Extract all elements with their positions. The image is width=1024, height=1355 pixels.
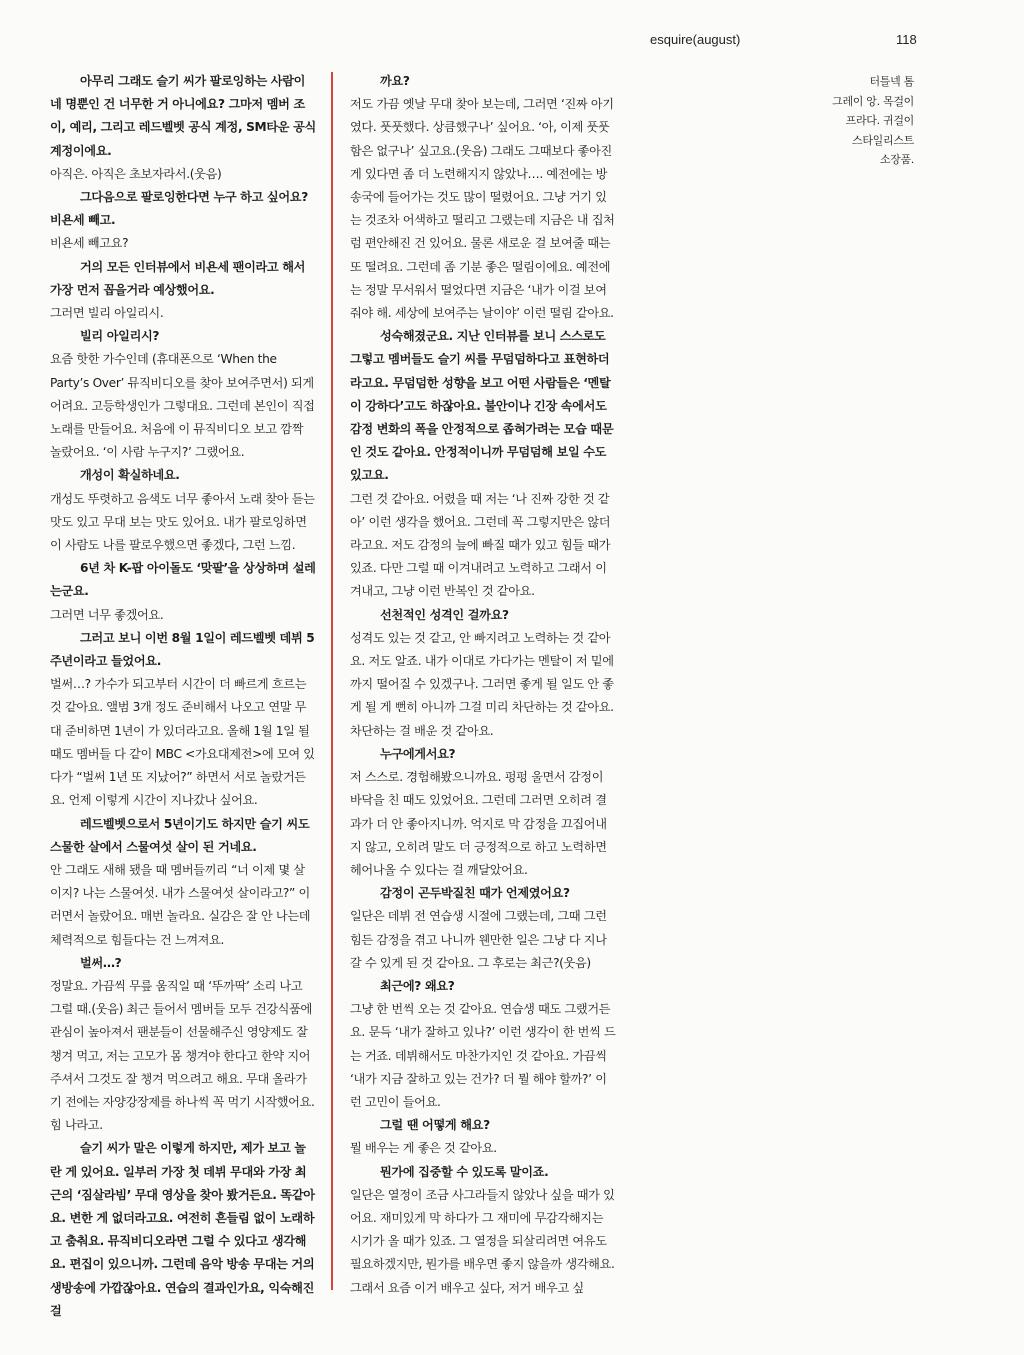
interview-question: 뭔가에 집중할 수 있도록 말이죠. — [380, 1164, 549, 1179]
interview-column-middle — [350, 70, 616, 1300]
interview-answer: 아직은. 아직은 초보자라서.(웃음) — [50, 166, 222, 181]
interview-answer: 비욘세 빼고요? — [50, 236, 129, 251]
interview-answer: 그러면 빌리 아일리시. — [50, 306, 164, 321]
interview-answer: 요즘 핫한 가수인데 (휴대폰으로 ‘When the Party’s Over’ 뮤직비디오를 찾아 보여주면서) 되게 어려요. 고등학생인가 그렇대요. 그런데 본인이 직접 노래를 만들어요. 처음에 이 뮤직비디오 보고 깜짝 놀랐어요. ‘이 사람 누구지?’ 그랬어요. — [50, 352, 315, 460]
interview-question: 거의 모든 인터뷰에서 비욘세 팬이라고 해서 가장 먼저 꼽을거라 예상했어요. — [50, 259, 306, 297]
interview-question: 개성이 확실하네요. — [80, 468, 180, 483]
interview-question: 그러고 보니 이번 8월 1일이 레드벨벳 데뷔 5주년이라고 들었어요. — [50, 630, 315, 669]
interview-column-left — [50, 70, 316, 1323]
interview-answer: 그런 것 같아요. 어렸을 때 저는 ‘나 진짜 강한 것 같아’ 이런 생각을 했어요. 그런데 꼭 그렇지만은 않더라고요. 저도 감정의 늪에 빠질 때가 있고 힘들 때가 있죠. 다만 그럴 때 이겨내려고 노력하고 그래서 이겨내고, 그냥 이런 반복인 것 같아요. — [350, 491, 611, 599]
interview-answer: 정말요. 가끔씩 무릎 움직일 때 ‘뚜까딱’ 소리 나고 그럴 때.(웃음) 최근 들어서 멤버들 모두 건강식품에 관심이 높아져서 팬분들이 선물해주신 영양제도 잘 챙겨 먹고, 저는 고모가 몸 챙겨야 한다고 한약 지어주셔서 그것도 잘 챙겨 먹으려고 해요. 무대 올라가기 전에는 자양강장제를 하나씩 꼭 먹기 시작했어요. 힘 나라고. — [50, 978, 315, 1133]
interview-answer: 벌써…? 가수가 되고부터 시간이 더 빠르게 흐르는 것 같아요. 앨범 3개 정도 준비해서 나오고 연말 무대 준비하면 1년이 가 있더라고요. 올해 1월 1일 될 때도 멤버들 다 같이 MBC <가요대제전>에 모여 있다가 “벌써 1년 또 지났어?” 하면서 서로 놀랐거든요. 언제 이렇게 시간이 지나갔나 싶어요. — [50, 677, 315, 808]
interview-question: 까요? — [380, 74, 410, 88]
interview-question: 슬기 씨가 말은 이렇게 하지만, 제가 보고 놀란 게 있어요. 일부러 가장 첫 데뷔 무대와 가장 최근의 ‘짐살라빔’ 무대 영상을 찾아 봤거든요. 똑같아요. 변한 게 없더라고요. 여전히 흔들림 없이 노래하고 춤춰요. 뮤직비디오라면 그럴 수 있다고 생각해요. 편집이 있으니까. 그런데 음악 방송 무대는 거의 생방송에 가깝잖아요. 연습의 결과인가요, 익숙해진 걸 — [50, 1141, 315, 1318]
interview-question: 레드벨벳으로서 5년이기도 하지만 슬기 씨도 스물한 살에서 스물여섯 살이 된 거네요. — [50, 816, 310, 854]
running-header — [0, 32, 1024, 52]
interview-question: 벌써…? — [80, 955, 122, 970]
interview-question: 성숙해졌군요. 지난 인터뷰를 보니 스스로도 그렇고 멤버들도 슬기 씨를 무덤덤하다고 표현하더라고요. 무덤덤한 성향을 보고 어떤 사람들은 ‘멘탈이 강하다’고도 하잖아요. 불안이나 긴장 속에서도 감정 변화의 폭을 안정적으로 좁혀가려는 모습 때문인 것도 같아요. 안정적이니까 무덤덤해 보일 수도 있고요. — [350, 329, 614, 483]
interview-answer: 일단은 데뷔 전 연습생 시절에 그랬는데, 그때 그런 힘든 감정을 겪고 나니까 웬만한 일은 그냥 다 지나갈 수 있게 된 것 같아요. 그 후로는 최근?(웃음) — [350, 909, 607, 970]
interview-answer: 개성도 뚜렷하고 음색도 너무 좋아서 노래 찾아 듣는 맛도 있고 무대 보는 맛도 있어요. 내가 팔로잉하면 이 사람도 나를 팔로우했으면 좋겠다, 그런 느낌. — [50, 491, 315, 553]
interview-answer: 일단은 열정이 조금 사그라들지 않았나 싶을 때가 있어요. 재미있게 막 하다가 그 재미에 무감각해지는 시기가 올 때가 있죠. 그 열정을 되살리려면 여유도 필요하겠지만, 뭔가를 배우면 좋지 않을까 생각해요. 그래서 요즘 이거 배우고 싶다, 저거 배우고 싶 — [350, 1187, 615, 1295]
page-number: 118 — [896, 32, 917, 47]
interview-question: 누구에게서요? — [380, 746, 456, 761]
interview-answer: 그냥 한 번씩 오는 것 같아요. 연습생 때도 그랬거든요. 문득 ‘내가 잘하고 있나?’ 이런 생각이 한 번씩 드는 거죠. 데뷔해서도 마찬가지인 것 같아요. 가끔씩 ‘내가 지금 잘하고 있는 건가? 더 뭘 해야 할까?’ 이런 고민이 들어요. — [350, 1002, 616, 1109]
interview-answer: 성격도 있는 것 같고, 안 빠지려고 노력하는 것 같아요. 저도 알죠. 내가 이대로 가다가는 멘탈이 저 밑에까지 떨어질 수 있겠구나. 그러면 좋게 될 일도 안 좋게 될 게 뻔히 아니까 그걸 미리 차단하는 것 같아요. 차단하는 걸 배운 것 같아요. — [350, 630, 614, 738]
credit-line: 그레이 앙. 목걸이 — [832, 94, 914, 108]
interview-question: 선천적인 성격인 걸까요? — [380, 607, 509, 622]
interview-answer: 뭘 배우는 게 좋은 것 같아요. — [350, 1141, 497, 1156]
interview-question: 6년 차 K-팝 아이돌도 ‘맞팔’을 상상하며 설레는군요. — [50, 561, 316, 599]
interview-question: 그럴 땐 어떻게 해요? — [380, 1118, 490, 1133]
interview-answer: 안 그래도 새해 됐을 때 멤버들끼리 “너 이제 몇 살이지? 나는 스물여섯. 내가 스물여섯 살이라고?” 이러면서 놀랐어요. 매번 놀라요. 실감은 잘 안 나는데 체력적으로 힘들다는 건 느껴져요. — [50, 862, 311, 947]
interview-question: 빌리 아일리시? — [80, 329, 160, 344]
interview-answer: 그러면 너무 좋겠어요. — [50, 607, 164, 622]
magazine-name: esquire(august) — [650, 32, 741, 47]
interview-question: 최근에? 왜요? — [380, 978, 455, 993]
styling-credits — [784, 72, 914, 170]
interview-question: 그다음으로 팔로잉한다면 누구 하고 싶어요? 비욘세 빼고. — [50, 190, 308, 228]
interview-question: 아무리 그래도 슬기 씨가 팔로잉하는 사람이 네 명뿐인 건 너무한 거 아니에요? 그마저 멤버 조이, 예리, 그리고 레드벨벳 공식 계정, SM타운 공식 계정이에요. — [50, 74, 316, 158]
interview-question: 감정이 곤두박질친 때가 언제였어요? — [380, 886, 570, 901]
credit-line: 터틀넥 톰 — [869, 75, 914, 88]
credit-line: 프라다. 귀걸이 — [845, 114, 914, 127]
interview-answer: 저도 가끔 옛날 무대 찾아 보는데, 그러면 ‘진짜 아기였다. 풋풋했다. 상큼했구나’ 싶어요. ‘아, 이제 풋풋함은 없구나’ 싶고요.(웃음) 그래도 그때보다 좋아진 게 있다면 좀 더 노련해지지 않았나…. 예전에는 방송국에 들어가는 것도 많이 떨렸어요. 그냥 거기 있는 것조차 어색하고 떨리고 그랬는데 지금은 내 집처럼 편안해진 건 있어요. 물론 새로운 걸 보여줄 때는 또 떨려요. 그런데 좀 기분 좋은 떨림이에요. 예전에는 정말 무서워서 떨었다면 지금은 ‘내가 이걸 보여줘야 해. 세상에 보여주는 날이야’ 이런 떨림 같아요. — [350, 97, 615, 321]
column-divider — [331, 72, 333, 1290]
interview-answer: 저 스스로. 경험해봤으니까요. 펑펑 울면서 감정이 바닥을 친 때도 있었어요. 그런데 그러면 오히려 결과가 더 안 좋아지니까. 억지로 막 감정을 끄집어내지 않고, 오히려 말도 더 긍정적으로 하고 노력하면 헤어나올 수 있다는 걸 깨달았어요. — [350, 770, 607, 877]
credit-line: 소장품. — [879, 153, 914, 166]
credit-line: 스타일리스트 — [852, 133, 914, 147]
